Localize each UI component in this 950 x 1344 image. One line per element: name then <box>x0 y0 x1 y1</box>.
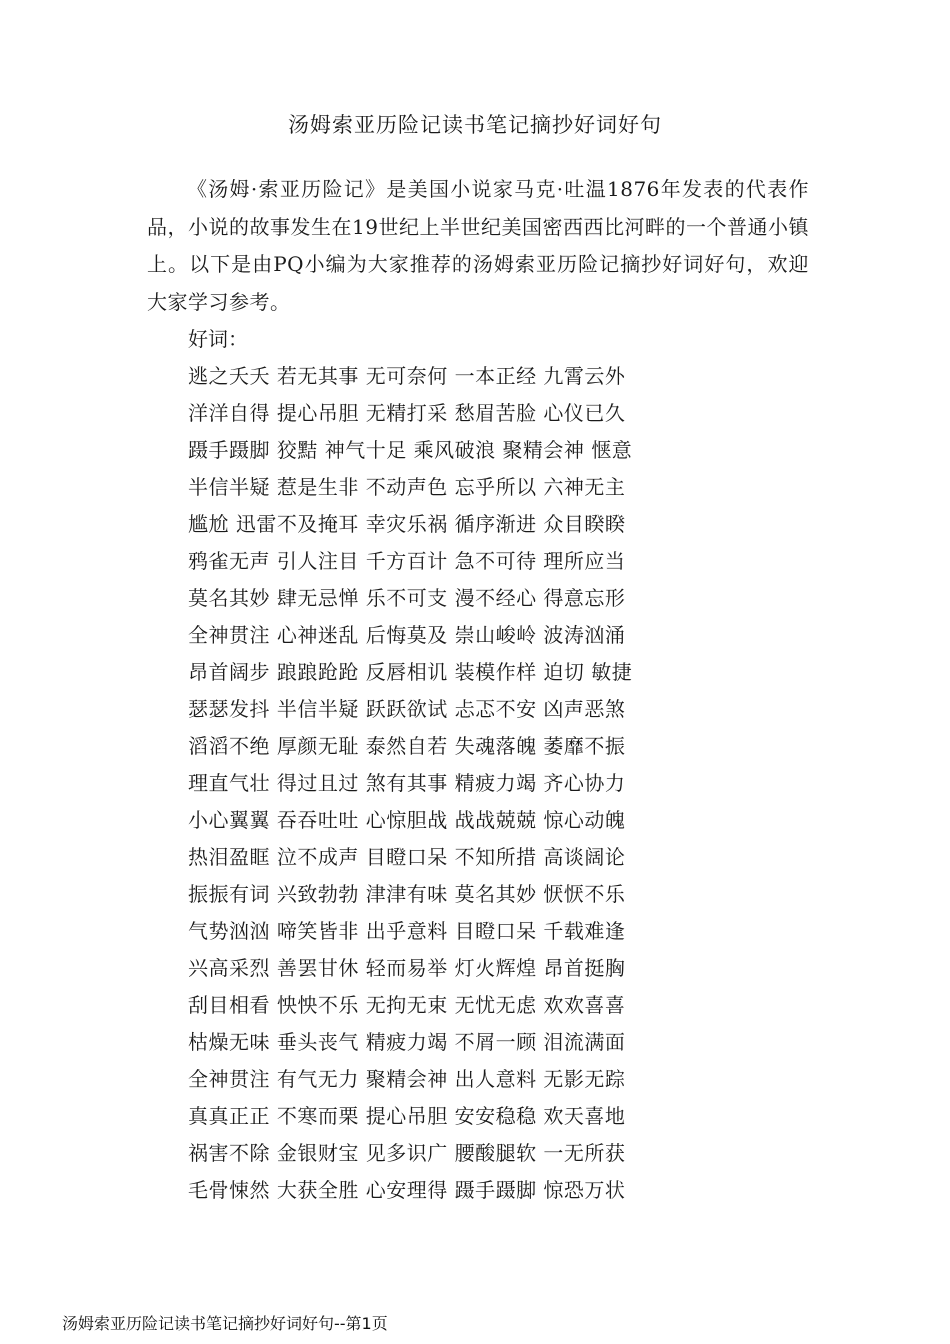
word-row: 滔滔不绝 厚颜无耻 泰然自若 失魂落魄 萎靡不振 <box>188 734 626 758</box>
word-row: 鸦雀无声 引人注目 千方百计 急不可待 理所应当 <box>188 549 626 573</box>
word-row: 刮目相看 怏怏不乐 无拘无束 无忧无虑 欢欢喜喜 <box>188 993 626 1017</box>
word-row: 尴尬 迅雷不及掩耳 幸灾乐祸 循序渐进 众目睽睽 <box>188 512 626 536</box>
word-row: 祸害不除 金银财宝 见多识广 腰酸腿软 一无所获 <box>188 1141 626 1165</box>
word-row: 理直气壮 得过且过 煞有其事 精疲力竭 齐心协力 <box>188 771 626 795</box>
word-row: 小心翼翼 吞吞吐吐 心惊胆战 战战兢兢 惊心动魄 <box>188 808 626 832</box>
word-row: 振振有词 兴致勃勃 津津有味 莫名其妙 恹恹不乐 <box>188 882 626 906</box>
word-row: 洋洋自得 提心吊胆 无精打采 愁眉苦脸 心仪已久 <box>188 401 626 425</box>
document-title: 汤姆索亚历险记读书笔记摘抄好词好句 <box>288 113 662 137</box>
word-row: 瑟瑟发抖 半信半疑 跃跃欲试 忐忑不安 凶声恶煞 <box>188 697 626 721</box>
word-row: 逃之夭夭 若无其事 无可奈何 一本正经 九霄云外 <box>188 364 626 388</box>
word-row: 全神贯注 心神迷乱 后悔莫及 崇山峻岭 波涛汹涌 <box>188 623 626 647</box>
section-label-good-words: 好词： <box>188 327 248 351</box>
word-row: 全神贯注 有气无力 聚精会神 出人意料 无影无踪 <box>188 1067 626 1091</box>
word-row: 莫名其妙 肆无忌惮 乐不可支 漫不经心 得意忘形 <box>188 586 626 610</box>
word-row: 毛骨悚然 大获全胜 心安理得 蹑手蹑脚 惊恐万状 <box>188 1178 626 1202</box>
word-row: 气势汹汹 啼笑皆非 出乎意料 目瞪口呆 千载难逢 <box>188 919 626 943</box>
good-words-list <box>188 358 808 1209</box>
word-row: 半信半疑 惹是生非 不动声色 忘乎所以 六神无主 <box>188 475 626 499</box>
word-row: 蹑手蹑脚 狡黠 神气十足 乘风破浪 聚精会神 惬意 <box>188 438 633 462</box>
word-row: 昂首阔步 踉踉跄跄 反唇相讥 装模作样 迫切 敏捷 <box>188 660 633 684</box>
word-row: 枯燥无味 垂头丧气 精疲力竭 不屑一顾 泪流满面 <box>188 1030 626 1054</box>
intro-paragraph: 《汤姆·索亚历险记》是美国小说家马克·吐温1876年发表的代表作品，小说的故事发生在19世纪上半世纪美国密西西比河畔的一个普通小镇上。以下是由PQ小编为大家推荐的汤姆索亚历险记摘抄好词好句，欢迎大家学习参考。 <box>147 177 809 314</box>
word-row: 热泪盈眶 泣不成声 目瞪口呆 不知所措 高谈阔论 <box>188 845 626 869</box>
word-row: 真真正正 不寒而栗 提心吊胆 安安稳稳 欢天喜地 <box>188 1104 626 1128</box>
page-footer: 汤姆索亚历险记读书笔记摘抄好词好句--第1页 <box>62 1314 388 1333</box>
word-row: 兴高采烈 善罢甘休 轻而易举 灯火辉煌 昂首挺胸 <box>188 956 626 980</box>
